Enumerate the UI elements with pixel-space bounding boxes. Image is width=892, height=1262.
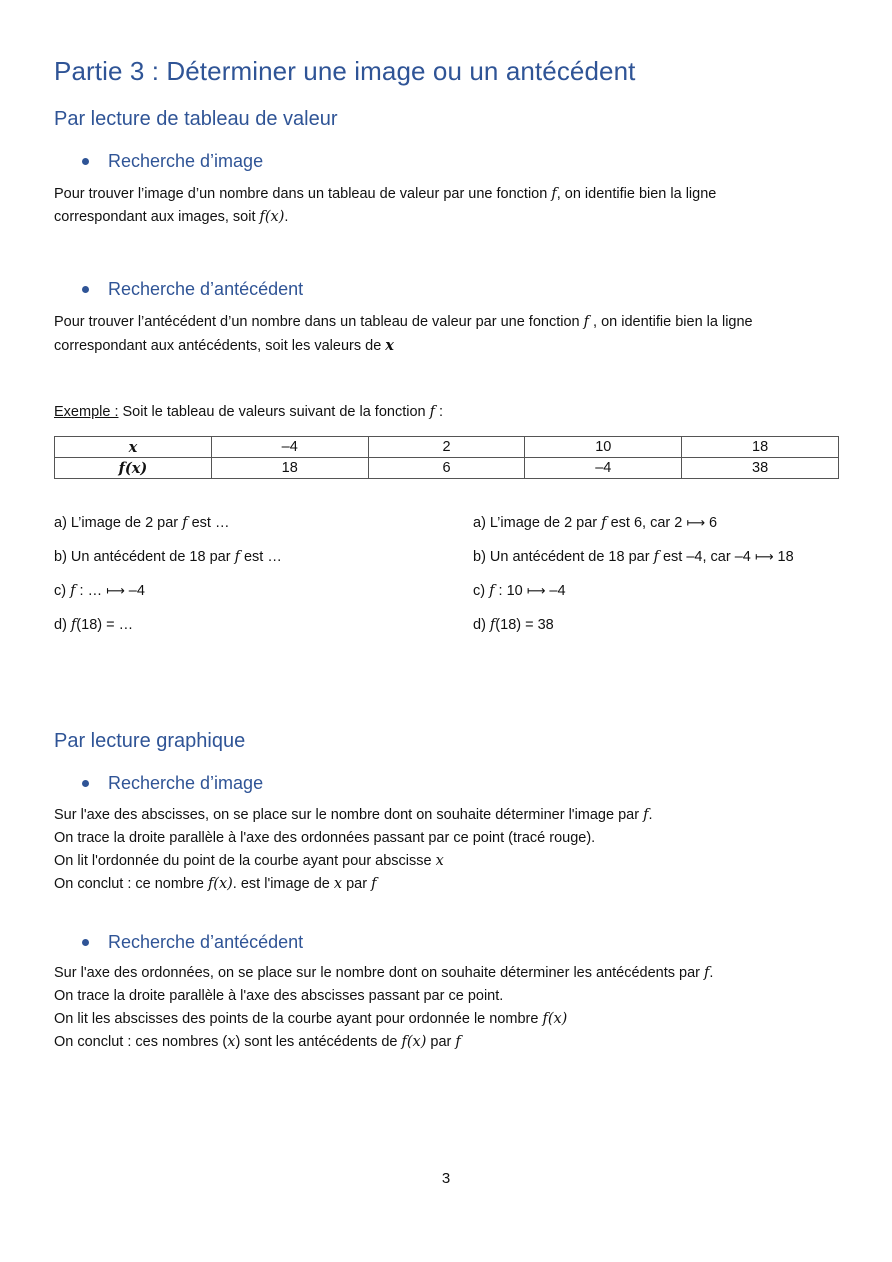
- paragraph-antecedent-search-table: [54, 311, 753, 358]
- bullet-icon: [82, 158, 89, 165]
- question-c: c) f : … ⟼ –4: [54, 583, 145, 599]
- math-f: f: [489, 617, 496, 633]
- question-a: a) L’image de 2 par f est …: [54, 515, 230, 531]
- text-line: On lit l'ordonnée du point de la courbe ayant pour abscisse x: [54, 853, 444, 869]
- table-row-x: [55, 437, 839, 458]
- text-line: Pour trouver l’antécédent d’un nombre dans un tableau de valeur par une fonction f , on identifie bien la ligne: [54, 314, 753, 330]
- text-line: On trace la droite parallèle à l'axe des ordonnées passant par ce point (tracé rouge).: [54, 830, 596, 846]
- row-header-x: x: [55, 437, 212, 458]
- maps-to-arrow-icon: ⟼: [754, 550, 774, 565]
- math-f: f: [643, 807, 649, 823]
- math-f: f: [653, 549, 659, 565]
- subheading-antecedent-search-graph: [82, 932, 303, 953]
- paragraph-antecedent-search-graph: [54, 962, 713, 1054]
- math-x: x: [227, 1034, 236, 1050]
- values-table: [54, 436, 839, 479]
- math-fx: f(x): [207, 876, 233, 892]
- math-fx: f(x): [542, 1011, 568, 1027]
- subheading-image-search-table: [82, 151, 263, 172]
- maps-to-arrow-icon: ⟼: [686, 516, 705, 531]
- answer-a: a) L’image de 2 par f est 6, car 2 ⟼ 6: [473, 515, 718, 531]
- question-b: b) Un antécédent de 18 par f est …: [54, 549, 282, 565]
- table-row-fx: [55, 458, 839, 479]
- page-title: Partie 3 : Déterminer une image ou un antécédent: [54, 56, 636, 86]
- paragraph-image-search-table: [54, 183, 716, 229]
- section-heading-table: Par lecture de tableau de valeur: [54, 108, 338, 130]
- text-line: On conclut : ces nombres (x) sont les antécédents de f(x) par f: [54, 1034, 461, 1050]
- text-line: correspondant aux antécédents, soit les valeurs de x: [54, 337, 394, 354]
- math-f: f: [182, 515, 188, 531]
- math-f: f: [704, 965, 710, 981]
- question-d: d) f(18) = …: [54, 617, 134, 633]
- subheading-label: Recherche d’image: [108, 773, 264, 793]
- math-f: f: [371, 876, 377, 892]
- table-cell: 38: [682, 458, 839, 479]
- row-header-fx: f(x): [55, 458, 212, 479]
- text-line: Sur l'axe des ordonnées, on se place sur le nombre dont on souhaite déterminer les antécédents par f.: [54, 965, 714, 981]
- answer-c: c) f : 10 ⟼ –4: [473, 583, 566, 599]
- text-line: On trace la droite parallèle à l'axe des abscisses passant par ce point.: [54, 988, 504, 1004]
- page-number: 3: [441, 1170, 451, 1187]
- math-x: x: [435, 853, 444, 869]
- subheading-antecedent-search-table: [82, 279, 303, 300]
- math-fx: f(x): [259, 209, 285, 225]
- table-cell: 6: [368, 458, 525, 479]
- subheading-label: Recherche d’antécédent: [108, 932, 304, 952]
- math-x: x: [385, 337, 394, 354]
- subheading-label: Recherche d’image: [108, 151, 264, 171]
- text-line: correspondant aux images, soit f(x).: [54, 209, 289, 225]
- math-f: f: [234, 549, 240, 565]
- section-heading-graph: Par lecture graphique: [54, 730, 246, 752]
- text-line: On conclut : ce nombre f(x). est l'image de x par f: [54, 876, 377, 892]
- bullet-icon: [82, 780, 89, 787]
- math-f: f: [70, 617, 77, 633]
- math-f: f: [551, 186, 557, 202]
- paragraph-image-search-graph: [54, 804, 652, 896]
- math-fx: f(x): [401, 1034, 427, 1050]
- subheading-label: Recherche d’antécédent: [108, 279, 304, 299]
- table-cell: –4: [525, 458, 682, 479]
- maps-to-arrow-icon: ⟼: [526, 584, 546, 599]
- text-line: Sur l'axe des abscisses, on se place sur le nombre dont on souhaite déterminer l'image par f.: [54, 807, 653, 823]
- answer-d: d) f(18) = 38: [473, 617, 554, 633]
- table-cell: 18: [682, 437, 839, 458]
- bullet-icon: [82, 939, 89, 946]
- table-cell: 18: [211, 458, 368, 479]
- math-f: f: [70, 583, 76, 599]
- subheading-image-search-graph: [82, 773, 263, 794]
- example-label: Exemple :: [54, 404, 119, 420]
- text-line: On lit les abscisses des points de la courbe ayant pour ordonnée le nombre f(x): [54, 1011, 568, 1027]
- maps-to-arrow-icon: ⟼: [106, 584, 125, 599]
- math-f: f: [429, 404, 436, 420]
- table-cell: –4: [211, 437, 368, 458]
- math-f: f: [583, 314, 589, 330]
- example-intro: Exemple : Soit le tableau de valeurs suivant de la fonction f :: [54, 404, 444, 420]
- answer-b: b) Un antécédent de 18 par f est –4, car –4 ⟼ 18: [473, 549, 794, 565]
- text-line: Pour trouver l’image d’un nombre dans un tableau de valeur par une fonction f, on identifie bien la ligne: [54, 186, 717, 202]
- math-f: f: [601, 515, 607, 531]
- math-x: x: [333, 876, 343, 892]
- table-cell: 10: [525, 437, 682, 458]
- math-f: f: [489, 583, 495, 599]
- table-cell: 2: [368, 437, 525, 458]
- math-f: f: [455, 1034, 461, 1050]
- bullet-icon: [82, 286, 89, 293]
